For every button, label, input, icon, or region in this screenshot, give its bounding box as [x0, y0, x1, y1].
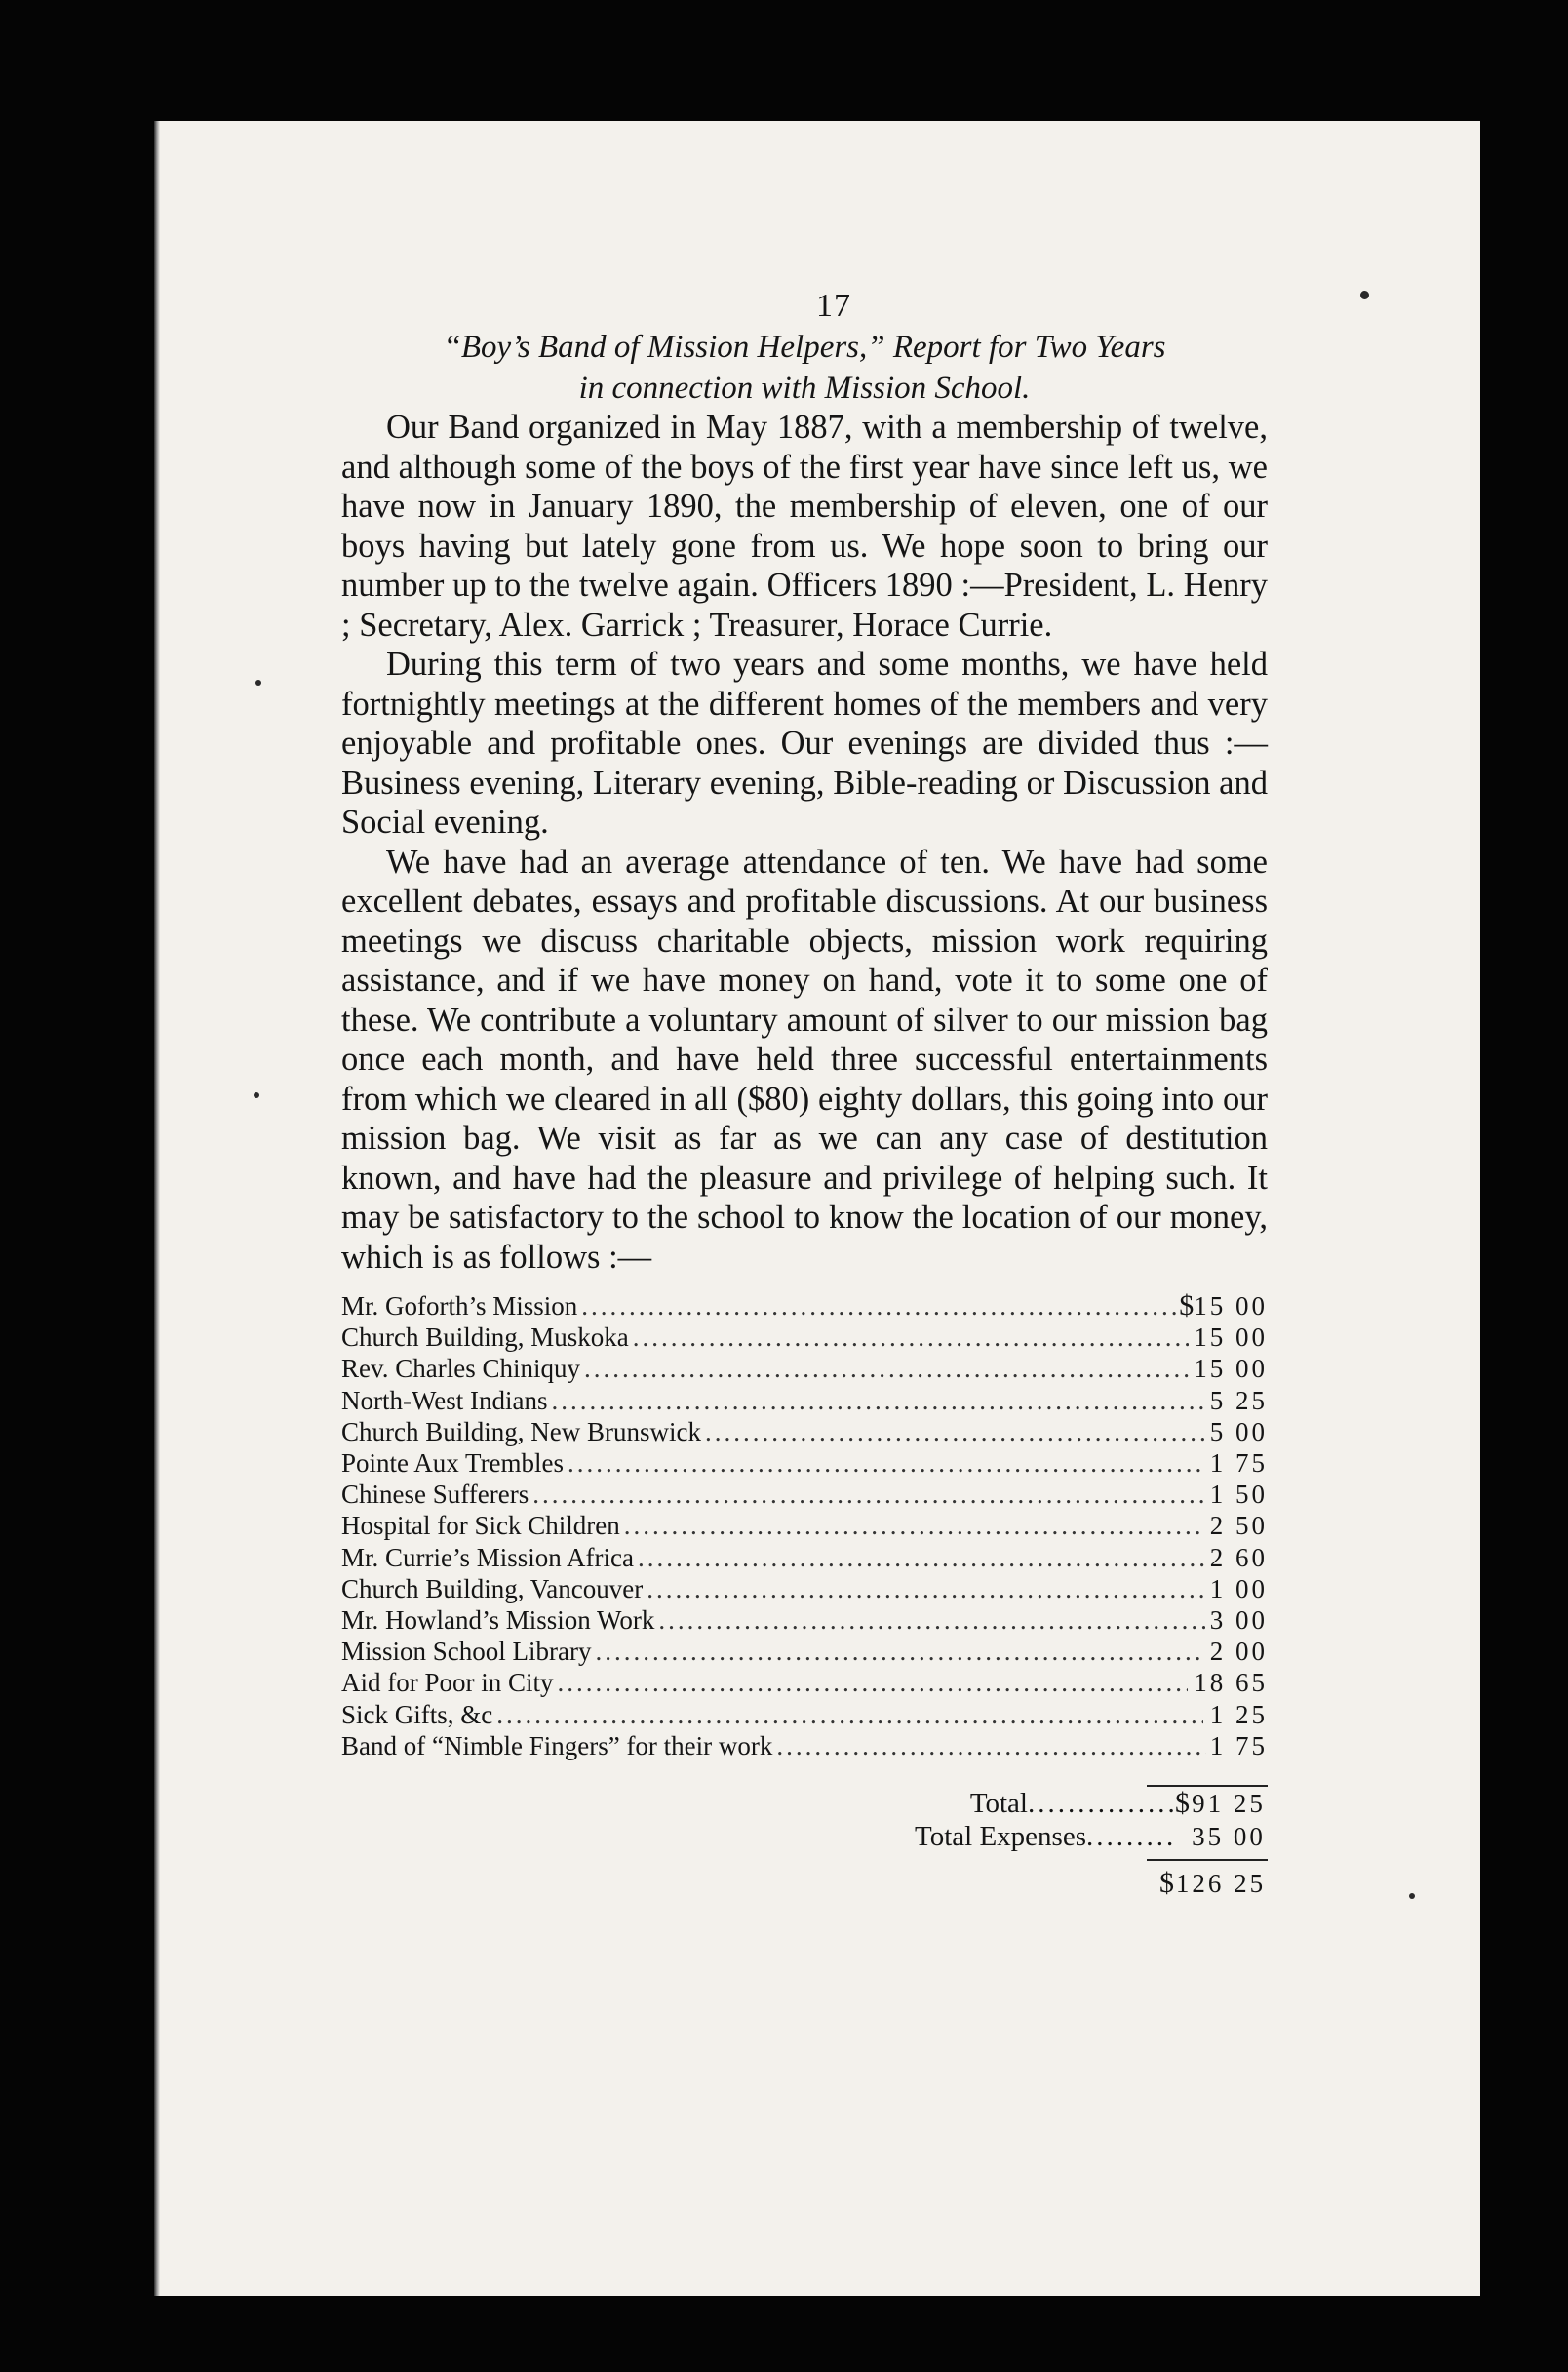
scan-speck — [1409, 1893, 1415, 1899]
ledger-row — [341, 1322, 1268, 1353]
ledger-leader — [592, 1636, 1205, 1667]
ledger-label: Chinese Sufferers — [341, 1480, 529, 1510]
ledger-amount: 2 00 — [1209, 1637, 1268, 1667]
ledger-amount: 1 50 — [1209, 1480, 1268, 1510]
ledger-row — [341, 1353, 1268, 1384]
ledger-row — [341, 1385, 1268, 1416]
expenses-label: Total Expenses — [915, 1821, 1086, 1853]
paragraph-2: During this term of two years and some months, we have held fortnightly meetings at the different homes of the members and very enjoyable and profitable ones. Our evenings are divided thus :—Business evening, Literary evening, Bible-reading or Discussion and Social evening. — [341, 646, 1268, 841]
ledger-leader — [492, 1699, 1203, 1730]
ledger-row — [341, 1636, 1268, 1667]
ledger-row — [341, 1667, 1268, 1698]
ledger-label: Church Building, New Brunswick — [341, 1416, 701, 1446]
ledger-label: Mission School Library — [341, 1637, 592, 1667]
ledger-row — [341, 1730, 1268, 1761]
ledger-leader — [548, 1385, 1204, 1416]
ledger-leader — [529, 1479, 1203, 1510]
report-title-line-1: “Boy’s Band of Mission Helpers,” Report for Two Years — [443, 330, 1166, 365]
donation-ledger — [341, 1290, 1268, 1761]
ledger-leader — [654, 1604, 1204, 1636]
total-label: Total — [969, 1788, 1028, 1820]
ledger-amount: 3 00 — [1209, 1605, 1268, 1636]
ledger-leader — [564, 1447, 1204, 1479]
ledger-row — [341, 1447, 1268, 1479]
ledger-leader — [701, 1416, 1205, 1447]
page-number: 17 — [816, 288, 851, 324]
ledger-amount: 5 00 — [1209, 1416, 1268, 1446]
ledger-amount: 5 25 — [1209, 1385, 1268, 1415]
ledger-label: Sick Gifts, &c — [341, 1699, 493, 1729]
ledger-label: Aid for Poor in City — [341, 1668, 554, 1698]
expenses-row — [341, 1820, 1268, 1853]
grand-total-row — [341, 1867, 1268, 1900]
ledger-row — [341, 1573, 1268, 1604]
ledger-leader — [634, 1542, 1205, 1573]
ledger-row — [341, 1479, 1268, 1510]
ledger-label: North-West Indians — [341, 1385, 548, 1415]
ledger-currency: $ — [1179, 1289, 1195, 1322]
ledger-amount: 1 00 — [1209, 1573, 1268, 1603]
ledger-label: Mr. Currie’s Mission Africa — [341, 1542, 634, 1572]
ledger-amount: 18 65 — [1194, 1668, 1268, 1698]
ledger-amount: 15 00 — [1194, 1323, 1268, 1353]
paragraph-1: Our Band organized in May 1887, with a membership of twelve, and although some of the boys of the first year have since left us, we have now in January 1890, the membership of eleven, one of our boys having but lately gone from us. We hope soon to bring our number up to the twelve again. Officers 1890 :—President, L. Henry ; Secretary, Alex. Garrick ; Treasurer, Horace Currie. — [341, 409, 1268, 644]
ledger-row — [341, 1290, 1268, 1322]
ledger-leader — [620, 1510, 1205, 1541]
ledger-label: Band of “Nimble Fingers” for their work — [341, 1730, 773, 1760]
ledger-leader — [772, 1730, 1205, 1761]
grand-total-rule — [1147, 1859, 1268, 1861]
scan-speck — [255, 680, 261, 686]
scan-speck — [254, 1092, 259, 1098]
total-leader — [1028, 1787, 1174, 1820]
ledger-leader — [577, 1290, 1179, 1322]
ledger-label: Mr. Goforth’s Mission — [341, 1291, 578, 1321]
total-row — [341, 1787, 1268, 1820]
total-currency: $ — [1175, 1787, 1190, 1820]
expenses-amount: 35 00 — [1192, 1822, 1266, 1852]
ledger-amount: 1 25 — [1209, 1699, 1268, 1729]
paragraph-3: We have had an average attendance of ten. We have had some excellent debates, essays and profitable discussions. At our business meetings we discuss charitable objects, mission work requiring assistance, and if we have money on hand, vote it to some one of these. We contribute a voluntary amount of silver to our mission bag once each month, and have held three successful entertainments from which we cleared in all ($80) eighty dollars, this going into our mission bag. We visit as far as we can any case of destitution known, and have had the pleasure and privilege of helping such. It may be satisfactory to the school to know the location of our money, which is as follows :— — [341, 843, 1268, 1276]
page-fold-shadow — [154, 121, 160, 2296]
page-text — [341, 287, 1268, 1900]
ledger-label: Pointe Aux Trembles — [341, 1448, 565, 1479]
ledger-amount: 15 00 — [1194, 1354, 1268, 1384]
ledger-leader — [580, 1353, 1189, 1384]
ledger-row — [341, 1416, 1268, 1447]
ledger-label: Church Building, Vancouver — [341, 1573, 644, 1603]
ledger-leader — [554, 1667, 1189, 1698]
expenses-leader — [1086, 1820, 1174, 1853]
ledger-leader — [629, 1322, 1189, 1353]
ledger-amount: 1 75 — [1209, 1730, 1268, 1760]
ledger-amount: 1 75 — [1209, 1448, 1268, 1479]
total-amount: 91 25 — [1192, 1789, 1266, 1819]
scan-speck — [1360, 291, 1369, 299]
ledger-amount: 2 50 — [1209, 1511, 1268, 1541]
scanned-page — [154, 121, 1480, 2296]
ledger-row — [341, 1510, 1268, 1541]
report-title-line-2: in connection with Mission School. — [578, 371, 1031, 406]
ledger-row — [341, 1699, 1268, 1730]
grand-total-amount: 126 25 — [1175, 1869, 1267, 1899]
ledger-row — [341, 1542, 1268, 1573]
ledger-label: Hospital for Sick Children — [341, 1511, 620, 1541]
ledger-label: Church Building, Muskoka — [341, 1323, 629, 1353]
ledger-totals — [341, 1785, 1268, 1900]
grand-total-currency: $ — [1159, 1867, 1174, 1900]
ledger-label: Mr. Howland’s Mission Work — [341, 1605, 655, 1636]
ledger-leader — [643, 1573, 1204, 1604]
ledger-amount: 15 00 — [1194, 1291, 1268, 1321]
ledger-row — [341, 1604, 1268, 1636]
ledger-label: Rev. Charles Chiniquy — [341, 1354, 580, 1384]
ledger-amount: 2 60 — [1209, 1542, 1268, 1572]
